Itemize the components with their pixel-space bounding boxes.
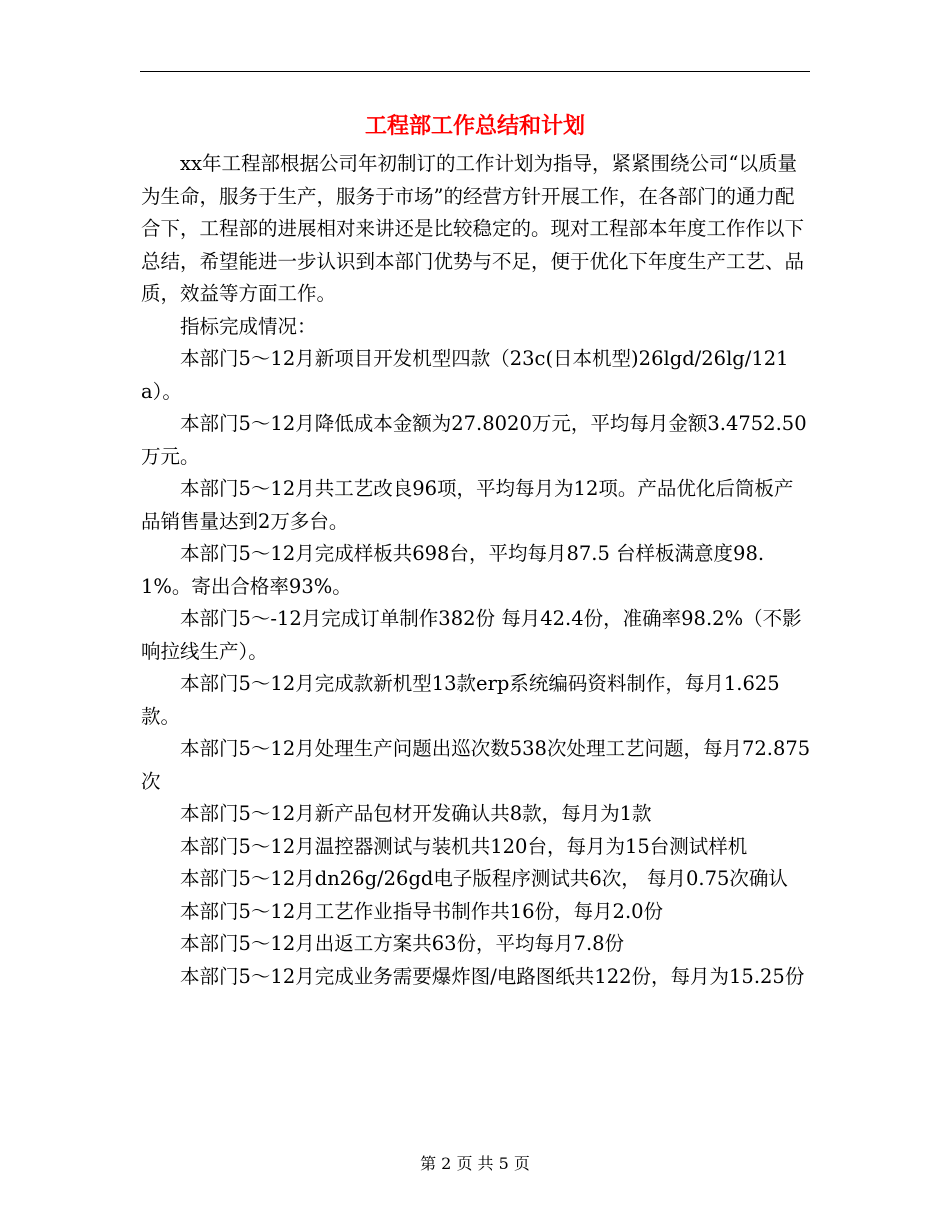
paragraph-item: 本部门5～12月工艺作业指导书制作共16份，每月2.0份 [180, 899, 664, 923]
paragraph-item: 本部门5～12月完成样板共698台，平均每月87.5 台样板满意度98.1%。寄出合格率93%。 [141, 542, 765, 598]
paragraph-item: 本部门5～12月dn26g/26gd电子版程序测试共6次， 每月0.75次确认 [180, 867, 788, 890]
header-rule [140, 71, 810, 72]
paragraph-item: 本部门5～12月降低成本金额为27.8020万元，平均每月金额3.4752.50万元。 [141, 412, 807, 468]
page-number: 第 2 页 共 5 页 [420, 1154, 530, 1173]
paragraph-indicator-heading: 指标完成情况： [180, 314, 317, 338]
paragraph-item: 本部门5～12月出返工方案共63份，平均每月7.8份 [180, 932, 625, 955]
document-title: 工程部工作总结和计划 [364, 113, 585, 139]
paragraph-item: 本部门5～-12月完成订单制作382份 每月42.4份，准确率98.2%（不影响拉线生产）。 [141, 607, 802, 663]
paragraph-intro: xx年工程部根据公司年初制订的工作计划为指导，紧紧围绕公司“以质量为生命，服务于生产，服务于市场”的经营方针开展工作，在各部门的通力配合下，工程部的进展相对来讲还是比较稳定的。现对工程部本年度工作作以下总结，希望能进一步认识到本部门优势与不足，便于优化下年度生产工艺、品质，效益等方面工作。 [141, 152, 805, 305]
paragraph-item: 本部门5～12月完成款新机型13款erp系统编码资料制作，每月1.625款。 [141, 672, 780, 728]
document-body [141, 148, 811, 993]
paragraph-item: 本部门5～12月新产品包材开发确认共8款，每月为1款 [180, 802, 652, 825]
paragraph-item: 本部门5～12月共工艺改良96项，平均每月为12项。产品优化后筒板产品销售量达到2万多台。 [141, 477, 794, 533]
paragraph-item: 本部门5～12月温控器测试与装机共120台，每月为15台测试样机 [180, 834, 748, 858]
paragraph-item: 本部门5～12月新项目开发机型四款（23c(日本机型)26lgd/26lg/121a）。 [141, 347, 789, 403]
paragraph-item: 本部门5～12月处理生产问题出巡次数538次处理工艺问题，每月72.875次 [141, 737, 811, 793]
paragraph-item: 本部门5～12月完成业务需要爆炸图/电路图纸共122份，每月为15.25份 [180, 964, 805, 988]
